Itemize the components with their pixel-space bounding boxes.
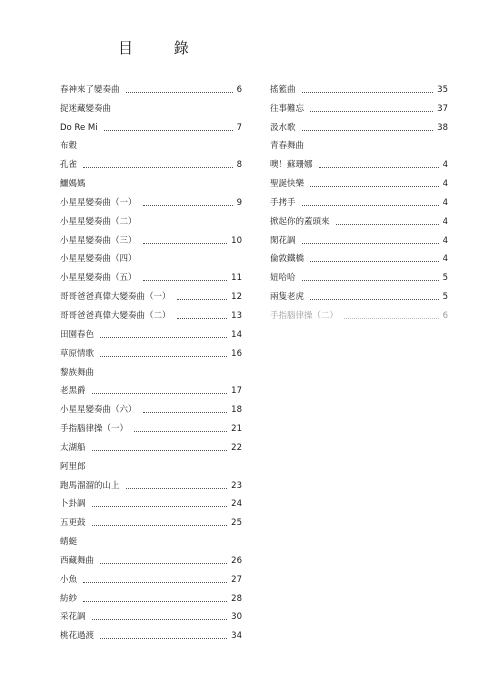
toc-entry [60, 264, 242, 283]
toc-entry-page: 5 [442, 292, 448, 303]
toc-entry-page: 4 [442, 197, 448, 208]
dot-leader [100, 563, 227, 564]
dot-leader [143, 280, 228, 281]
toc-entry-title: 卜卦調 [60, 499, 86, 510]
toc-entry-title: 捉迷藏變奏曲 [60, 103, 112, 114]
toc-entry-page: 18 [231, 405, 242, 416]
toc-entry-page: 17 [231, 386, 242, 397]
toc-entry-title: 閑花調 [270, 235, 296, 246]
toc-entry-title: 采花調 [60, 612, 86, 623]
dot-leader [92, 393, 228, 394]
toc-entry-title: 蜻蜓 [60, 537, 78, 548]
dot-leader [83, 601, 227, 602]
dot-leader [344, 318, 439, 319]
toc-entry-title: 小魚 [60, 574, 78, 585]
toc-entry-page: 4 [442, 216, 448, 227]
toc-entry [60, 359, 242, 378]
toc-entry-page: 26 [231, 555, 242, 566]
toc-entry-page: 4 [442, 179, 448, 190]
toc-entry [270, 95, 446, 114]
toc-entry [270, 76, 446, 95]
dot-leader [302, 130, 434, 131]
dot-leader [100, 356, 227, 357]
toc-entry-title: 小星星變奏曲（一） [60, 197, 137, 208]
toc-entry-page: 4 [442, 160, 448, 171]
toc-entry-title: 搖籃曲 [270, 84, 296, 95]
toc-entry-title: 妞哈哈 [270, 273, 296, 284]
toc-entry [270, 227, 446, 246]
toc-entry-page: 5 [442, 273, 448, 284]
toc-entry-title: 阿里郎 [60, 461, 86, 472]
toc-entry-page: 37 [437, 103, 448, 114]
toc-entry-page: 13 [231, 310, 242, 321]
dot-leader [83, 167, 233, 168]
toc-right-column [270, 76, 446, 321]
toc-entry [60, 604, 242, 623]
toc-entry [270, 114, 446, 133]
toc-entry-title: 小星星變奏曲（五） [60, 273, 137, 284]
toc-entry [270, 246, 446, 265]
toc-entry-page: 14 [231, 329, 242, 340]
toc-entry-page: 6 [442, 310, 448, 321]
toc-entry-page: 9 [236, 197, 242, 208]
toc-entry [270, 133, 446, 152]
toc-entry-page: 28 [231, 593, 242, 604]
toc-entry [270, 189, 446, 208]
toc-entry [60, 302, 242, 321]
toc-entry-page: 10 [231, 235, 242, 246]
dot-leader [336, 224, 439, 225]
toc-entry-page: 8 [236, 160, 242, 171]
toc-entry-title: 五更鼓 [60, 518, 86, 529]
toc-entry-page: 30 [231, 612, 242, 623]
toc-entry-title: 桃花過渡 [60, 631, 95, 642]
toc-entry [60, 622, 242, 641]
toc-entry-page: 24 [231, 499, 242, 510]
toc-entry [270, 302, 446, 321]
toc-entry [60, 472, 242, 491]
toc-entry-title: Do Re Mi [60, 122, 98, 133]
toc-entry-page: 4 [442, 254, 448, 265]
toc-entry [60, 585, 242, 604]
toc-entry-title: 手指腦律操（一） [60, 424, 129, 435]
toc-entry-page: 38 [437, 122, 448, 133]
dot-leader [143, 412, 228, 413]
toc-entry [60, 340, 242, 359]
dot-leader [92, 619, 228, 620]
toc-entry [60, 170, 242, 189]
dot-leader [310, 261, 439, 262]
toc-entry-title: 往事難忘 [270, 103, 305, 114]
toc-entry [60, 491, 242, 510]
toc-entry-page: 35 [437, 84, 448, 95]
toc-entry-title: 青春舞曲 [270, 141, 305, 152]
toc-entry [60, 208, 242, 227]
toc-entry [60, 321, 242, 340]
toc-entry-title: 手拷手 [270, 197, 296, 208]
toc-entry [60, 283, 242, 302]
dot-leader [104, 130, 233, 131]
toc-entry-page: 4 [442, 235, 448, 246]
toc-entry-page: 22 [231, 442, 242, 453]
toc-entry [60, 378, 242, 397]
toc-entry-page: 11 [231, 273, 242, 284]
toc-entry [270, 151, 446, 170]
toc-entry-title: 小星星變奏曲（三） [60, 235, 137, 246]
dot-leader [134, 431, 227, 432]
toc-entry-title: 布穀 [60, 141, 78, 152]
dot-leader [310, 111, 433, 112]
toc-entry-title: 春神來了變奏曲 [60, 84, 120, 95]
dot-leader [143, 243, 228, 244]
toc-entry-title: 聖誕快樂 [270, 179, 305, 190]
toc-entry-page: 12 [231, 292, 242, 303]
dot-leader [92, 506, 228, 507]
dot-leader [100, 638, 227, 639]
dot-leader [319, 167, 439, 168]
dot-leader [302, 205, 439, 206]
toc-entry-page: 7 [236, 122, 242, 133]
toc-entry [60, 246, 242, 265]
toc-entry [60, 95, 242, 114]
toc-entry [60, 453, 242, 472]
toc-entry-title: 孔雀 [60, 160, 78, 171]
dot-leader [302, 92, 434, 93]
toc-entry-title: 鱷媽媽 [60, 179, 86, 190]
toc-entry-title: 小星星變奏曲（四） [60, 254, 137, 265]
toc-entry-title: 田園春色 [60, 329, 95, 340]
page-title: 目 錄 [118, 39, 207, 57]
toc-entry [270, 283, 446, 302]
toc-entry-page: 23 [231, 480, 242, 491]
dot-leader [126, 488, 228, 489]
toc-entry-title: 黎族舞曲 [60, 367, 95, 378]
dot-leader [143, 205, 233, 206]
toc-entry [60, 547, 242, 566]
toc-entry [60, 434, 242, 453]
toc-entry-title: 哥哥爸爸真偉大變奏曲（一） [60, 292, 171, 303]
toc-entry-title: 紡紗 [60, 593, 78, 604]
toc-entry-page: 27 [231, 574, 242, 585]
toc-entry [270, 170, 446, 189]
toc-entry-title: 手指腦律操（二） [270, 310, 339, 321]
toc-entry [60, 528, 242, 547]
dot-leader [100, 337, 227, 338]
dot-leader [92, 450, 228, 451]
toc-entry [60, 566, 242, 585]
toc-entry-title: 老黑爵 [60, 386, 86, 397]
toc-entry [60, 76, 242, 95]
toc-entry-page: 34 [231, 631, 242, 642]
toc-entry-page: 16 [231, 348, 242, 359]
toc-entry [60, 133, 242, 152]
toc-entry-title: 兩隻老虎 [270, 292, 305, 303]
toc-entry-title: 噢！蘇珊娜 [270, 160, 313, 171]
toc-entry-title: 西藏舞曲 [60, 555, 95, 566]
toc-entry [60, 151, 242, 170]
dot-leader [302, 243, 439, 244]
toc-entry [60, 415, 242, 434]
dot-leader [92, 525, 228, 526]
toc-entry [60, 396, 242, 415]
toc-entry [60, 189, 242, 208]
toc-entry-title: 汲水歌 [270, 122, 296, 133]
toc-entry [60, 114, 242, 133]
toc-entry-page: 25 [231, 518, 242, 529]
toc-entry [60, 227, 242, 246]
dot-leader [177, 318, 228, 319]
toc-entry-title: 跑馬溜溜的山上 [60, 480, 120, 491]
toc-left-column [60, 76, 242, 641]
toc-entry-page: 6 [236, 84, 242, 95]
dot-leader [177, 299, 228, 300]
dot-leader [302, 280, 439, 281]
toc-entry-title: 小星星變奏曲（六） [60, 405, 137, 416]
dot-leader [310, 186, 439, 187]
dot-leader [83, 582, 227, 583]
toc-entry-title: 掀起你的蓋頭來 [270, 216, 330, 227]
toc-entry [270, 264, 446, 283]
toc-entry [60, 509, 242, 528]
toc-entry-page: 21 [231, 424, 242, 435]
dot-leader [310, 299, 439, 300]
dot-leader [126, 92, 233, 93]
toc-entry-title: 小星星變奏曲（二） [60, 216, 137, 227]
toc-entry-title: 草原情歌 [60, 348, 95, 359]
toc-entry [270, 208, 446, 227]
toc-entry-title: 太湖船 [60, 442, 86, 453]
toc-entry-title: 哥哥爸爸真偉大變奏曲（二） [60, 310, 171, 321]
toc-entry-title: 倫敦鐵橋 [270, 254, 305, 265]
